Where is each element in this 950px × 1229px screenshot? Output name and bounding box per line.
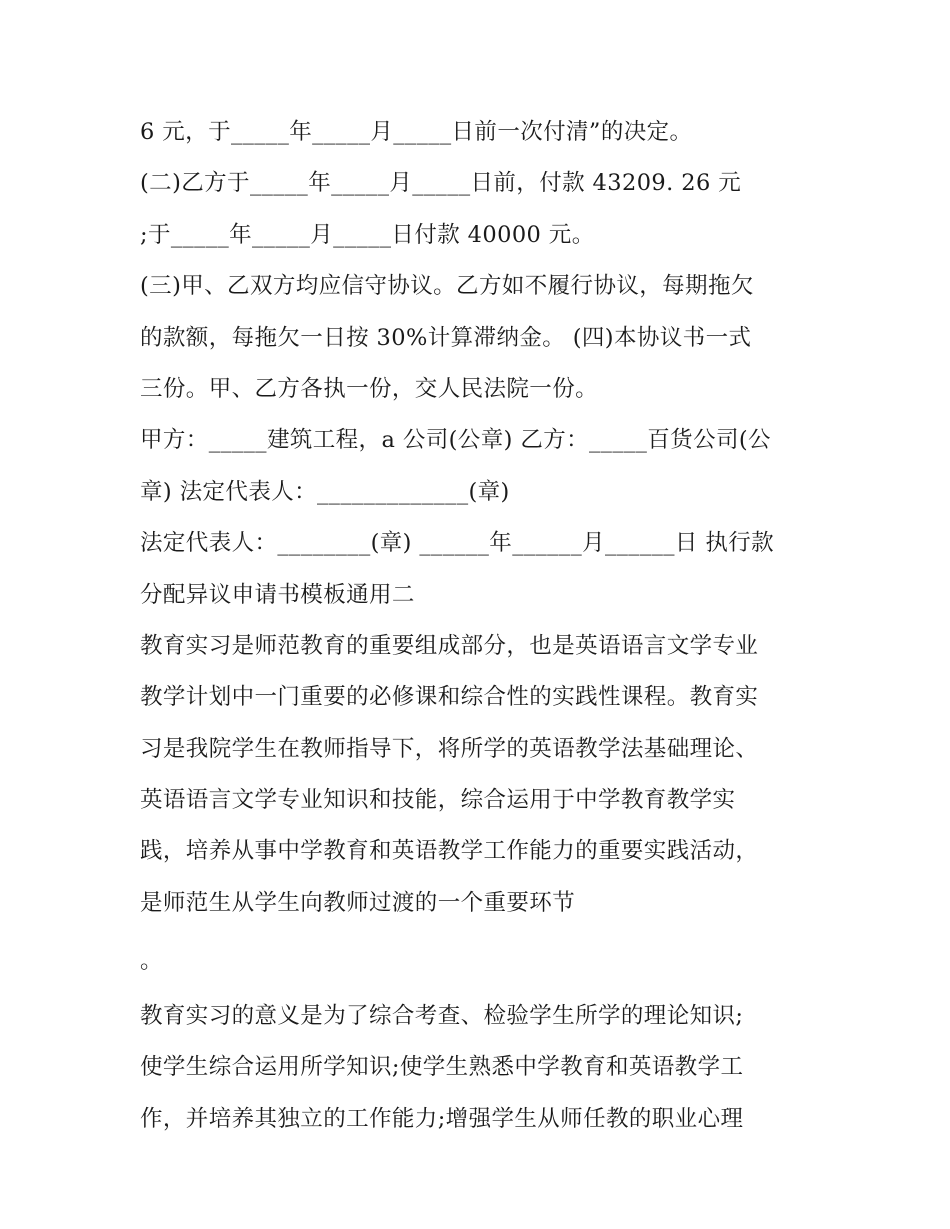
text-line: (三)甲、乙双方均应信守协议。乙方如不履行协议，每期拖欠: [140, 273, 754, 300]
text-line: 教育实习是师范教育的重要组成部分，也是英语语言文学专业: [140, 632, 759, 659]
text-line: 教学计划中一门重要的必修课和综合性的实践性课程。教育实: [140, 684, 759, 711]
text-line: 6 元，于_____年_____月_____日前一次付清”的决定。: [140, 119, 693, 145]
text-line: 践，培养从事中学教育和英语教学工作能力的重要实践活动，: [140, 838, 759, 865]
text-line: 教育实习的意义是为了综合考查、检验学生所学的理论知识;: [140, 1002, 744, 1029]
text-line: 三份。甲、乙方各执一份，交人民法院一份。: [140, 375, 599, 402]
text-line: 使学生综合运用所学知识;使学生熟悉中学教育和英语教学工: [140, 1054, 744, 1081]
text-line: (二)乙方于_____年_____月_____日前，付款 43209. 26 元: [140, 170, 742, 197]
text-line: 章) 法定代表人：_____________(章): [140, 478, 510, 505]
text-line: 习是我院学生在教师指导下，将所学的英语教学法基础理论、: [140, 735, 759, 762]
text-line: 。: [140, 947, 163, 974]
text-line: 英语语言文学专业知识和技能，综合运用于中学教育教学实: [140, 787, 736, 814]
text-line: 是师范生从学生向教师过渡的一个重要环节: [140, 889, 576, 916]
section-heading: 分配异议申请书模板通用二: [140, 581, 415, 608]
text-line: ;于_____年_____月_____日付款 40000 元。: [140, 221, 595, 248]
text-line: 作，并培养其独立的工作能力;增强学生从师任教的职业心理: [140, 1105, 744, 1132]
text-line: 甲方：_____建筑工程，a 公司(公章) 乙方：_____百货公司(公: [140, 427, 771, 454]
text-line: 的款额，每拖欠一日按 30%计算滞纳金。 (四)本协议书一式: [140, 324, 752, 351]
document-body: [140, 107, 830, 1145]
text-line: 法定代表人：________(章) ______年______月______日 执行款: [140, 530, 775, 557]
